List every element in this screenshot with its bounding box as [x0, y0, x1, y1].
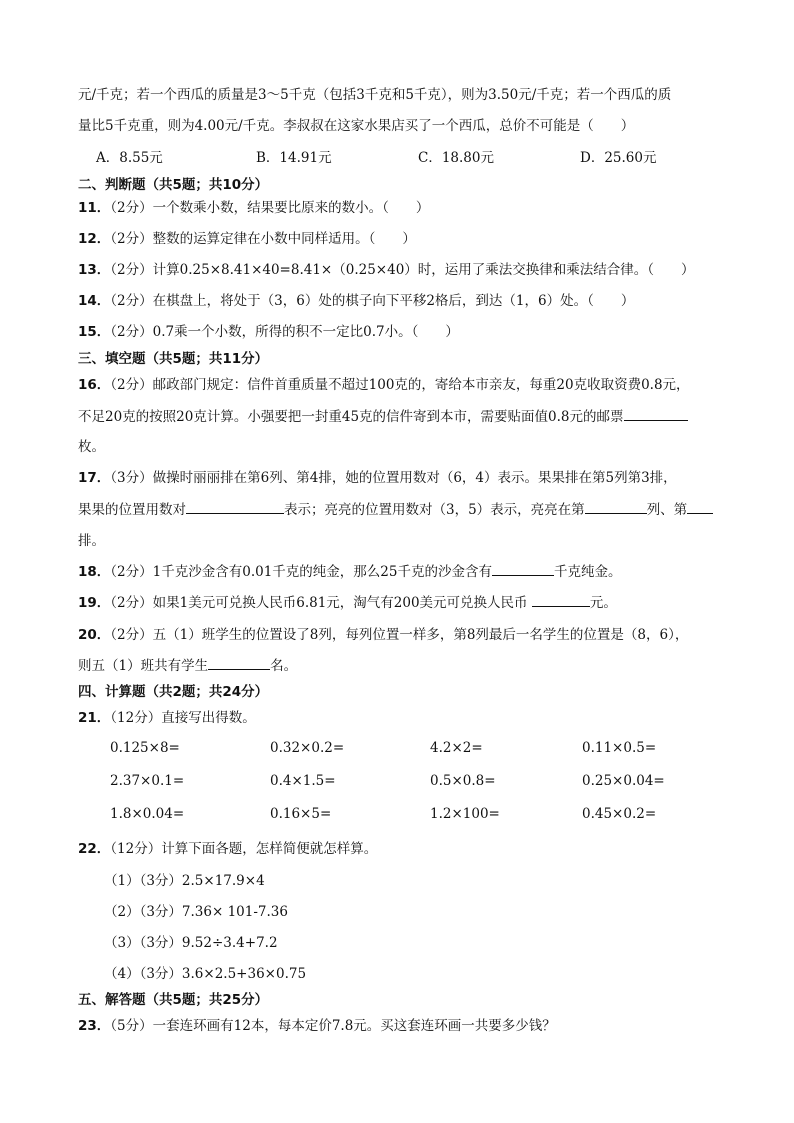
question-points: （2分） [110, 231, 153, 247]
question-points: （2分） [110, 627, 153, 643]
question-number: 18． [78, 564, 111, 580]
question-text: 邮政部门规定：信件首重质量不超过100克的，寄给本市亲友，每重20克收取资费0.8元， [152, 377, 690, 393]
question-text: 则五（1）班共有学生 [78, 658, 209, 674]
question-text: 在棋盘上，将处于（3，6）处的棋子向下平移2格后，到达（1，6）处。（ ） [152, 293, 635, 309]
question-text: 不足20克的按照20克计算。小强要把一封重45克的信件寄到本市，需要贴面值0.8元的邮票 [78, 409, 624, 425]
question-11 [78, 196, 429, 216]
question-text: 列、第 [646, 502, 688, 518]
question-number: 22． [78, 841, 111, 857]
question-points: （3分） [110, 470, 153, 486]
calc-item: 0.4×1.5= [270, 773, 336, 789]
sub-question-3: （3）（3分）9.52÷3.4+7.2 [104, 935, 278, 951]
sub-question-1: （1）（3分）2.5×17.9×4 [104, 873, 265, 889]
question-points: （2分） [110, 377, 153, 393]
calc-item: 2.37×0.1= [110, 773, 185, 789]
question-20-line-2 [78, 654, 297, 674]
question-number: 14． [78, 293, 111, 309]
sub-question-4: （4）（3分）3.6×2.5+36×0.75 [104, 966, 307, 982]
question-points: （2分） [110, 595, 153, 611]
mental-calc-row [78, 773, 746, 793]
calc-item: 0.32×0.2= [270, 740, 345, 756]
question-text: 一套连环画有12本，每本定价7.8元。买这套连环画一共要多少钱？ [152, 1018, 556, 1034]
option-d[interactable]: D．25.60元 [580, 150, 657, 166]
question-number: 15． [78, 324, 111, 340]
mental-calc-row [78, 740, 746, 760]
calc-item: 0.5×0.8= [430, 773, 496, 789]
question-number: 17． [78, 470, 111, 486]
question-text: 整数的运算定律在小数中同样适用。（ ） [152, 231, 416, 247]
section-title-calculation: 四、计算题（共2题；共24分） [78, 684, 269, 700]
q10-options [78, 146, 746, 168]
question-number: 13． [78, 262, 111, 278]
question-text: 0.7乘一个小数，所得的积不一定比0.7小。（ ） [152, 324, 459, 340]
question-14 [78, 289, 634, 309]
question-text: 一个数乘小数，结果要比原来的数小。（ ） [152, 200, 430, 216]
section-title-problem-solving: 五、解答题（共5题；共25分） [78, 992, 269, 1008]
section-title-fill-in: 三、填空题（共5题；共11分） [78, 351, 269, 367]
question-22 [78, 837, 377, 857]
q10-text-line-1: 元/千克；若一个西瓜的质量是3～5千克（包括3千克和5千克），则为3.50元/千克；若一个西瓜的质 [78, 87, 672, 103]
question-number: 16． [78, 377, 111, 393]
question-number: 19． [78, 595, 111, 611]
answer-blank[interactable] [532, 594, 590, 607]
question-points: （12分） [110, 841, 162, 857]
question-17-line-3: 排。 [78, 533, 105, 549]
question-16-line-2 [78, 405, 688, 425]
section-title-judgement: 二、判断题（共5题；共10分） [78, 177, 269, 193]
question-points: （2分） [110, 262, 153, 278]
question-text: 计算下面各题，怎样简便就怎样算。 [161, 841, 378, 857]
q10-text-line-2: 量比5千克重，则为4.00元/千克。李叔叔在这家水果店买了一个西瓜，总价不可能是（ ） [78, 118, 635, 134]
question-points: （2分） [110, 324, 153, 340]
question-text: 果果的位置用数对 [78, 502, 186, 518]
question-number: 12． [78, 231, 111, 247]
answer-blank[interactable] [492, 563, 554, 576]
calc-item: 1.8×0.04= [110, 806, 185, 822]
question-number: 11． [78, 200, 111, 216]
question-points: （12分） [110, 710, 162, 726]
question-16-line-1 [78, 373, 690, 393]
question-number: 21． [78, 710, 111, 726]
calc-item: 1.2×100= [430, 806, 500, 822]
question-18 [78, 560, 621, 580]
question-20-line-1 [78, 623, 688, 643]
question-19 [78, 591, 617, 611]
question-text: 名。 [270, 658, 298, 674]
calc-item: 4.2×2= [430, 740, 483, 756]
option-b[interactable]: B．14.91元 [256, 150, 332, 166]
question-text: 五（1）班学生的位置设了8列，每列位置一样多，第8列最后一名学生的位置是（8，6）， [152, 627, 689, 643]
question-17-line-2 [78, 498, 713, 518]
question-23 [78, 1014, 556, 1034]
question-points: （2分） [110, 200, 153, 216]
question-text: 千克纯金。 [553, 564, 622, 580]
calc-item: 0.125×8= [110, 740, 180, 756]
calc-item: 0.45×0.2= [582, 806, 657, 822]
calc-item: 0.16×5= [270, 806, 332, 822]
question-text: 做操时丽丽排在第6列、第4排，她的位置用数对（6，4）表示。果果排在第5列第3排， [152, 470, 677, 486]
question-text: 如果1美元可兑换人民币6.81元，淘气有200美元可兑换人民币 [152, 595, 532, 611]
answer-blank[interactable] [585, 501, 647, 514]
calc-item: 0.25×0.04= [582, 773, 665, 789]
question-text: 1千克沙金含有0.01千克的纯金，那么25千克的沙金含有 [152, 564, 492, 580]
question-points: （5分） [110, 1018, 153, 1034]
question-points: （2分） [110, 564, 153, 580]
question-21 [78, 706, 256, 726]
question-text: 元。 [589, 595, 617, 611]
question-text: 表示；亮亮的位置用数对（3，5）表示，亮亮在第 [284, 502, 585, 518]
question-15 [78, 320, 459, 340]
question-points: （2分） [110, 293, 153, 309]
question-16-line-3: 枚。 [78, 439, 105, 455]
answer-blank[interactable] [186, 501, 284, 514]
question-12 [78, 227, 416, 247]
question-text: 直接写出得数。 [161, 710, 256, 726]
mental-calc-row [78, 806, 746, 826]
question-number: 23． [78, 1018, 111, 1034]
question-text: 计算0.25×8.41×40=8.41×（0.25×40）时，运用了乘法交换律和乘法结合律。（ ） [152, 262, 695, 278]
option-c[interactable]: C．18.80元 [418, 150, 494, 166]
calc-item: 0.11×0.5= [582, 740, 657, 756]
sub-question-2: （2）（3分）7.36× 101-7.36 [104, 904, 288, 920]
answer-blank[interactable] [624, 408, 688, 421]
question-13 [78, 258, 695, 278]
question-17-line-1 [78, 466, 677, 486]
answer-blank[interactable] [687, 501, 713, 514]
question-number: 20． [78, 627, 111, 643]
answer-blank[interactable] [208, 657, 270, 670]
option-a[interactable]: A．8.55元 [96, 150, 163, 166]
